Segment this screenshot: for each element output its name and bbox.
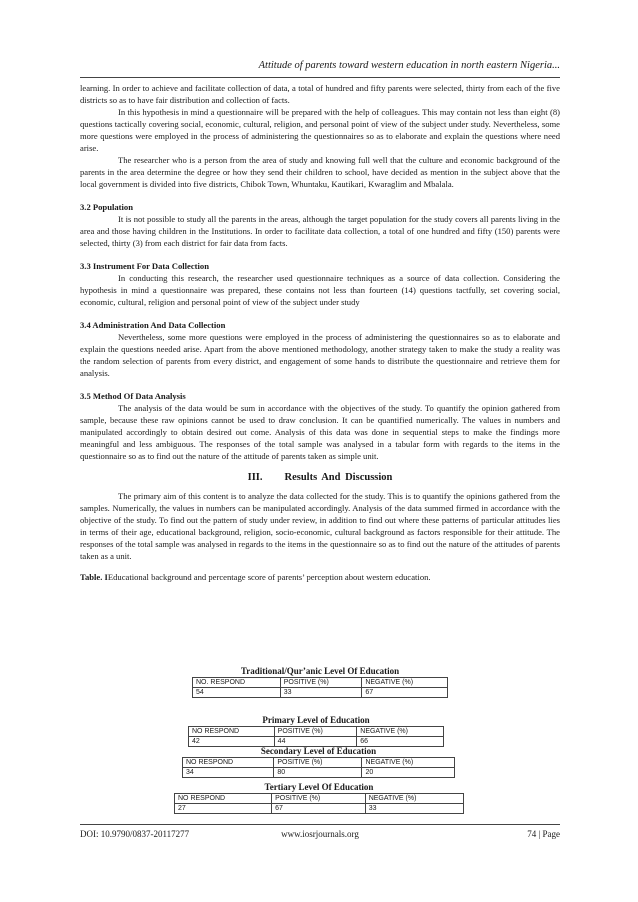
table-header-row: [175, 794, 464, 804]
table-header-cell: NEGATIVE (%): [365, 794, 463, 804]
table-header-cell: NO. RESPOND: [193, 678, 281, 688]
table-row: [175, 804, 464, 814]
paragraph: learning. In order to achieve and facilitate collection of data, a total of hundred and fifty parents were selected, thirty from each of the five districts so as to have fair distribution and collection of facts.: [80, 83, 560, 105]
table-header-row: [189, 727, 444, 737]
section-heading-3-4: 3.4 Administration And Data Collection: [80, 320, 226, 330]
table-title: Tertiary Level Of Education: [264, 782, 374, 792]
table-cell: 67: [272, 804, 366, 814]
table-cell: 67: [362, 688, 448, 698]
section-heading-3-5: 3.5 Method Of Data Analysis: [80, 391, 186, 401]
table-header-cell: POSITIVE (%): [272, 794, 366, 804]
table-header-cell: NEGATIVE (%): [362, 758, 455, 768]
running-title: Attitude of parents toward western education in north eastern Nigeria...: [258, 60, 560, 71]
paragraph: The researcher who is a person from the area of study and knowing full well that the culture and economic background of the parents in the area determine the degree or how they send their children to school, have decided as mention in the subject above that the local government is divided into five districts, Chibok Town, Whuntaku, Kautikari, Kwaraglim and Mbalala.: [80, 155, 560, 189]
table-caption-text: Educational background and percentage score of parents’ perception about western education.: [107, 572, 431, 582]
table-cell: 80: [274, 768, 362, 778]
table-header-cell: POSITIVE (%): [274, 727, 357, 737]
table-label: Table. I: [80, 572, 108, 582]
table-cell: 54: [193, 688, 281, 698]
table-cell: 42: [189, 737, 275, 747]
table-row: [189, 737, 444, 747]
table-header-cell: POSITIVE (%): [274, 758, 362, 768]
table-title: Secondary Level of Education: [260, 746, 377, 756]
table-row: [193, 688, 448, 698]
table-primary: [188, 715, 444, 747]
page-footer: [80, 824, 560, 841]
article-body: [80, 82, 560, 583]
table-header-cell: NEGATIVE (%): [357, 727, 444, 737]
paragraph: In conducting this research, the researcher used questionnaire techniques as a source of data collection. Considering the hypothesis in mind a questionnaire was prepared, these contains not less than fourteen (14) questions tactfully, set covering social, economic, cultural, religion and personal point of view of the subject under study: [80, 273, 560, 307]
table-caption: [80, 571, 560, 583]
chapter-title: Results And Discussion: [284, 472, 393, 483]
table-row: [183, 768, 455, 778]
footer-site: www.iosrjournals.org: [281, 829, 359, 839]
table-cell: 27: [175, 804, 272, 814]
table-title: Primary Level of Education: [262, 715, 370, 725]
table-cell: 66: [357, 737, 444, 747]
table-cell: 34: [183, 768, 274, 778]
table-header-row: [183, 758, 455, 768]
table-header-cell: NEGATIVE (%): [362, 678, 448, 688]
paragraph: It is not possible to study all the parents in the areas, although the target population for the study covers all parents living in the area and those having children in the Institutions. In order to facilitate data collection, a total of one hundred and fifty (150) parents were selected, thirty (3) from each district for fair data from facts.: [80, 214, 560, 248]
paragraph: The analysis of the data would be sum in accordance with the objectives of the study. To quantify the opinion gathered from sample, because these raw opinions cannot be used to draw conclusion. It can be quantified numerically. The values in numbers and manipulated accordingly to obtain desired out come. Analysis of this data was done in sequential steps to make the findings more meaningful and less ambiguous. The responses of the total sample was analysed in a tabular form with regards to the items in the questionnaire so as to find out the nature of the attitude of parents taken as simple unit.: [80, 403, 560, 461]
paragraph: In this hypothesis in mind a questionnaire will be prepared with the help of colleagues. This may contain not less than eight (8) questions tactically covering social, economic, cultural, religion, and personal point of view of the subject under study. Nevertheless, some more questions were employed in the process of administering the questionnaires so as to elaborate and explain the questions where need arise.: [80, 107, 560, 153]
table-header-row: [193, 678, 448, 688]
chapter-number: III.: [247, 472, 263, 483]
section-heading-3-3: 3.3 Instrument For Data Collection: [80, 261, 209, 271]
table-cell: 33: [280, 688, 362, 698]
table-header-cell: NO RESPOND: [183, 758, 274, 768]
table-secondary: [182, 746, 455, 778]
footer-doi: DOI: 10.9790/0837-20117277: [80, 829, 190, 839]
table-tertiary: [174, 782, 464, 814]
running-header: [80, 59, 560, 78]
section-heading-3-2: 3.2 Population: [80, 202, 134, 212]
table-cell: 44: [274, 737, 357, 747]
table-header-cell: NO RESPOND: [175, 794, 272, 804]
table-cell: 33: [365, 804, 463, 814]
table-title: Traditional/Qur’anic Level Of Education: [240, 666, 400, 676]
table-traditional: [192, 666, 448, 698]
table-header-cell: POSITIVE (%): [280, 678, 362, 688]
footer-page-number: 74 | Page: [527, 829, 560, 839]
table-cell: 20: [362, 768, 455, 778]
chapter-heading: [80, 472, 560, 484]
table-header-cell: NO RESPOND: [189, 727, 275, 737]
paragraph: The primary aim of this content is to analyze the data collected for the study. This is to quantify the opinions gathered from the samples. Numerically, the values in numbers can be manipulated accordingly. Analysis of the data summed firmed in accordance with the objective of the study. To find out the pattern of study under review, in addition to find out where these patterns of particular attitudes lies in terms of their age, educational background, religion, socio-economic, cultural background as factors responsible for their attitude. The responses of the total sample was analysed in regards to the items in the questionnaire so as to find out the nature of the attitudes of parents taken as a unit.: [80, 491, 560, 561]
paragraph: Nevertheless, some more questions were employed in the process of administering the questionnaires so as to elaborate and explain the questions needed arise. Apart from the above mentioned methodology, another strategy taken to make the study a reality was the random selection of parents from every district, and engagement of some hands to distribute the questionnaire and retrieve them for analysis.: [80, 332, 560, 378]
